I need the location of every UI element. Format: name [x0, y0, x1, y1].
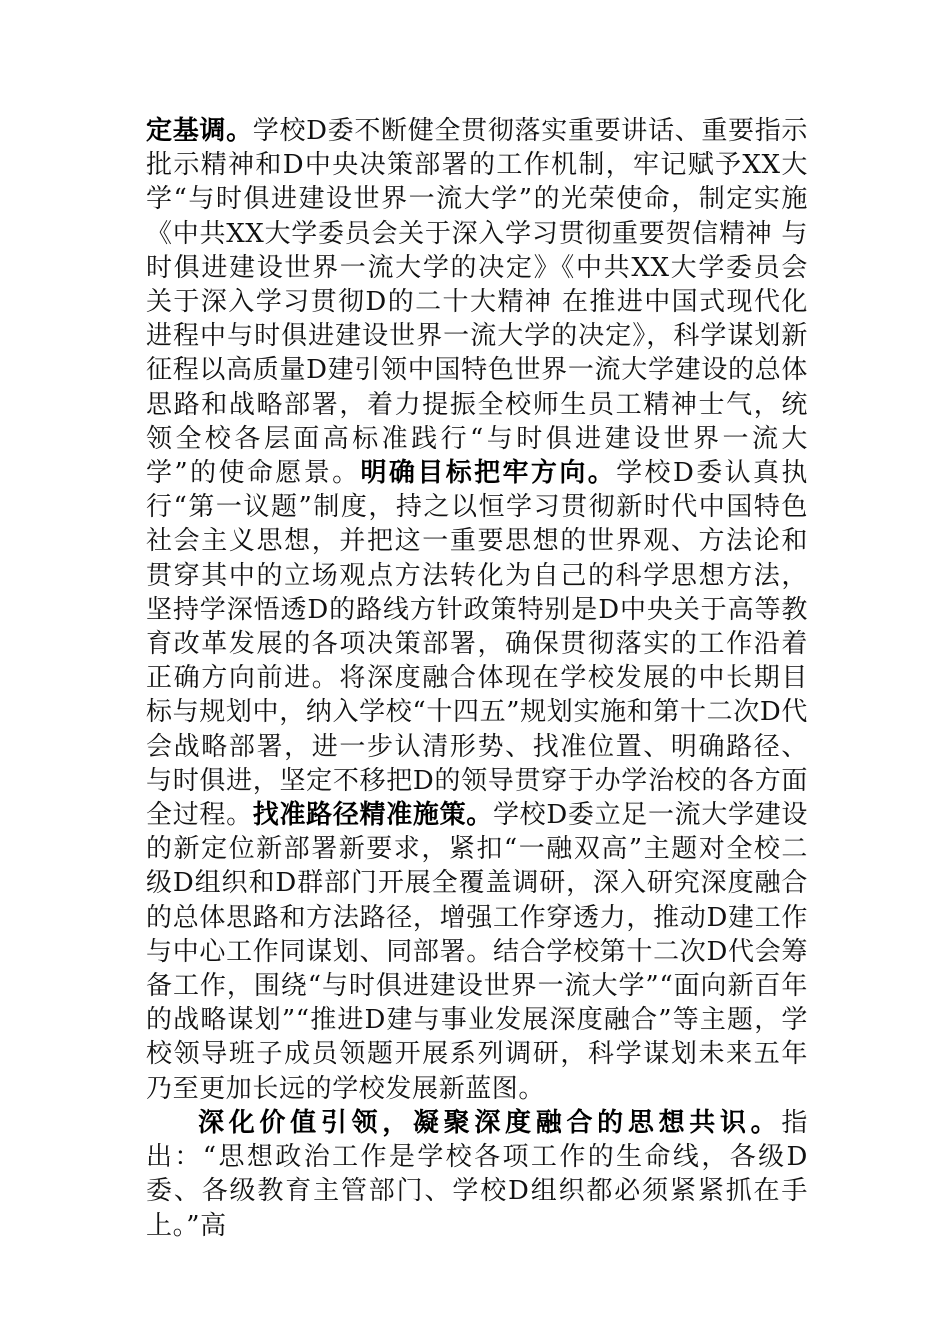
- heading-run-1: 定基调。: [146, 116, 253, 146]
- heading-run-2: 明确目标把牢方向。: [360, 458, 617, 489]
- paragraph-2: [146, 1106, 808, 1243]
- text-run-1: 学校D委不断健全贯彻落实重要讲话、重要指示批示精神和D中央决策部署的工作机制，牢记赋予XX大学“与时俱进建设世界一流大学”的光荣使命，制定实施《中共XX大学委员会关于深入学习贯彻重要贺信精神 与时俱进建设世界一流大学的决定》《中共XX大学委员会关于深入学习贯彻D的二十大精神 在推进中国式现代化进程中与时俱进建设世界一流大学的决定》，科学谋划新征程以高质量D建引领中国特色世界一流大学建设的总体思路和战略部署，着力提振全校师生员工精神士气，统领全校各层面高标准践行“与时俱进建设世界一流大学”的使命愿景。: [146, 116, 808, 489]
- heading-run-3: 找准路径精准施策。: [252, 800, 493, 831]
- heading-run-4: 深化价值引领，凝聚深度融合的思想共识。: [198, 1107, 782, 1138]
- paragraph-1: [146, 114, 808, 1106]
- document-body: [146, 114, 808, 1243]
- text-run-3: 学校D委立足一流大学建设的新定位新部署新要求，紧扣“一融双高”主题对全校二级D组织和D群部门开展全覆盖调研，深入研究深度融合的总体思路和方法路径，增强工作穿透力，推动D建工作与中心工作同谋划、同部署。结合学校第十二次D代会筹备工作，围绕“与时俱进建设世界一流大学”“面向新百年的战略谋划”“推进D建与事业发展深度融合”等主题，学校领导班子成员领题开展系列调研，科学谋划未来五年乃至更加长远的学校发展新蓝图。: [146, 800, 808, 1104]
- text-run-2: 学校D委认真执行“第一议题”制度，持之以恒学习贯彻新时代中国特色社会主义思想，并把这一重要思想的世界观、方法论和贯穿其中的立场观点方法转化为自己的科学思想方法，坚持学深悟透D的路线方针政策特别是D中央关于高等教育改革发展的各项决策部署，确保贯彻落实的工作沿着正确方向前进。将深度融合体现在学校发展的中长期目标与规划中，纳入学校“十四五”规划实施和第十二次D代会战略部署，进一步认清形势、找准位置、明确路径、与时俱进，坚定不移把D的领导贯穿于办学治校的各方面全过程。: [146, 458, 809, 831]
- text-run-4: 指出：“思想政治工作是学校各项工作的生命线，各级D委、各级教育主管部门、学校D组织都必须紧紧抓在手上。”高: [146, 1107, 808, 1241]
